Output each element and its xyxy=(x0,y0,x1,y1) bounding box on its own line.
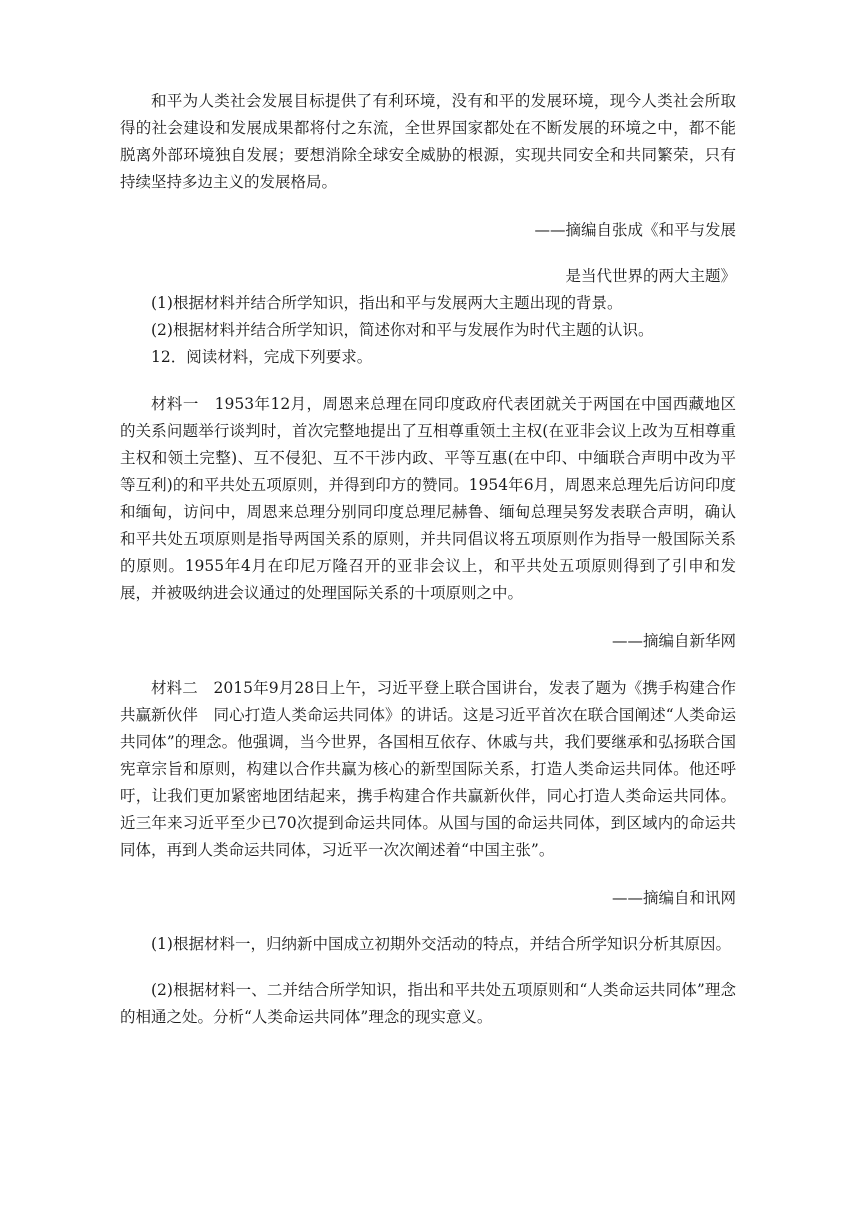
question-12-part-1: (1)根据材料一，归纳新中国成立初期外交活动的特点，并结合所学知识分析其原因。 xyxy=(151,935,731,953)
source-citation-1-line-2: 是当代世界的两大主题》 xyxy=(565,267,736,285)
source-citation-3: ——摘编自和讯网 xyxy=(611,889,736,907)
source-citation-2: ——摘编自新华网 xyxy=(611,632,736,650)
question-12-title: 12．阅读材料，完成下列要求。 xyxy=(151,348,373,366)
material-2: 材料二 2015年9月28日上午，习近平登上联合国讲台，发表了题为《携手构建合作共赢新伙伴 同心打造人类命运共同体》的讲话。这是习近平首次在联合国阐述“人类命运共同体”的理念。他强调，当今世界，各国相互依存、休戚与共，我们要继承和弘扬联合国宪章宗旨和原则，构建以合作共赢为核心的新型国际关系，打造人类命运共同体。他还呼吁，让我们更加紧密地团结起来，携手构建合作共赢新伙伴，同心打造人类命运共同体。近三年来习近平至少已70次提到命运共同体。从国与国的命运共同体，到区域内的命运共同体，再到人类命运共同体，习近平一次次阐述着“中国主张”。 xyxy=(120,679,736,859)
source-citation-1-line-1: ——摘编自张成《和平与发展 xyxy=(534,221,736,239)
passage-intro: 和平为人类社会发展目标提供了有利环境，没有和平的发展环境，现今人类社会所取得的社会建设和发展成果都将付之东流，全世界国家都处在不断发展的环境之中，都不能脱离外部环境独自发展；要想消除全球安全威胁的根源，实现共同安全和共同繁荣，只有持续坚持多边主义的发展格局。 xyxy=(120,92,736,191)
material-1: 材料一 1953年12月，周恩来总理在同印度政府代表团就关于两国在中国西藏地区的关系问题举行谈判时，首次完整地提出了互相尊重领土主权(在亚非会议上改为互相尊重主权和领土完整)、互不侵犯、互不干涉内政、平等互惠(在中印、中缅联合声明中改为平等互利)的和平共处五项原则，并得到印方的赞同。1954年6月，周恩来总理先后访问印度和缅甸，访问中，周恩来总理分别同印度总理尼赫鲁、缅甸总理吴努发表联合声明，确认和平共处五项原则是指导两国关系的原则，并共同倡议将五项原则作为指导一般国际关系的原则。1955年4月在印尼万隆召开的亚非会议上，和平共处五项原则得到了引申和发展，并被吸纳进会议通过的处理国际关系的十项原则之中。 xyxy=(120,395,736,602)
question-11-part-1: (1)根据材料并结合所学知识，指出和平与发展两大主题出现的背景。 xyxy=(151,294,623,312)
question-11-part-2: (2)根据材料并结合所学知识，简述你对和平与发展作为时代主题的认识。 xyxy=(151,321,654,339)
question-12-part-2: (2)根据材料一、二并结合所学知识，指出和平共处五项原则和“人类命运共同体”理念的相通之处。分析“人类命运共同体”理念的现实意义。 xyxy=(120,981,736,1026)
document-page xyxy=(120,88,736,1031)
